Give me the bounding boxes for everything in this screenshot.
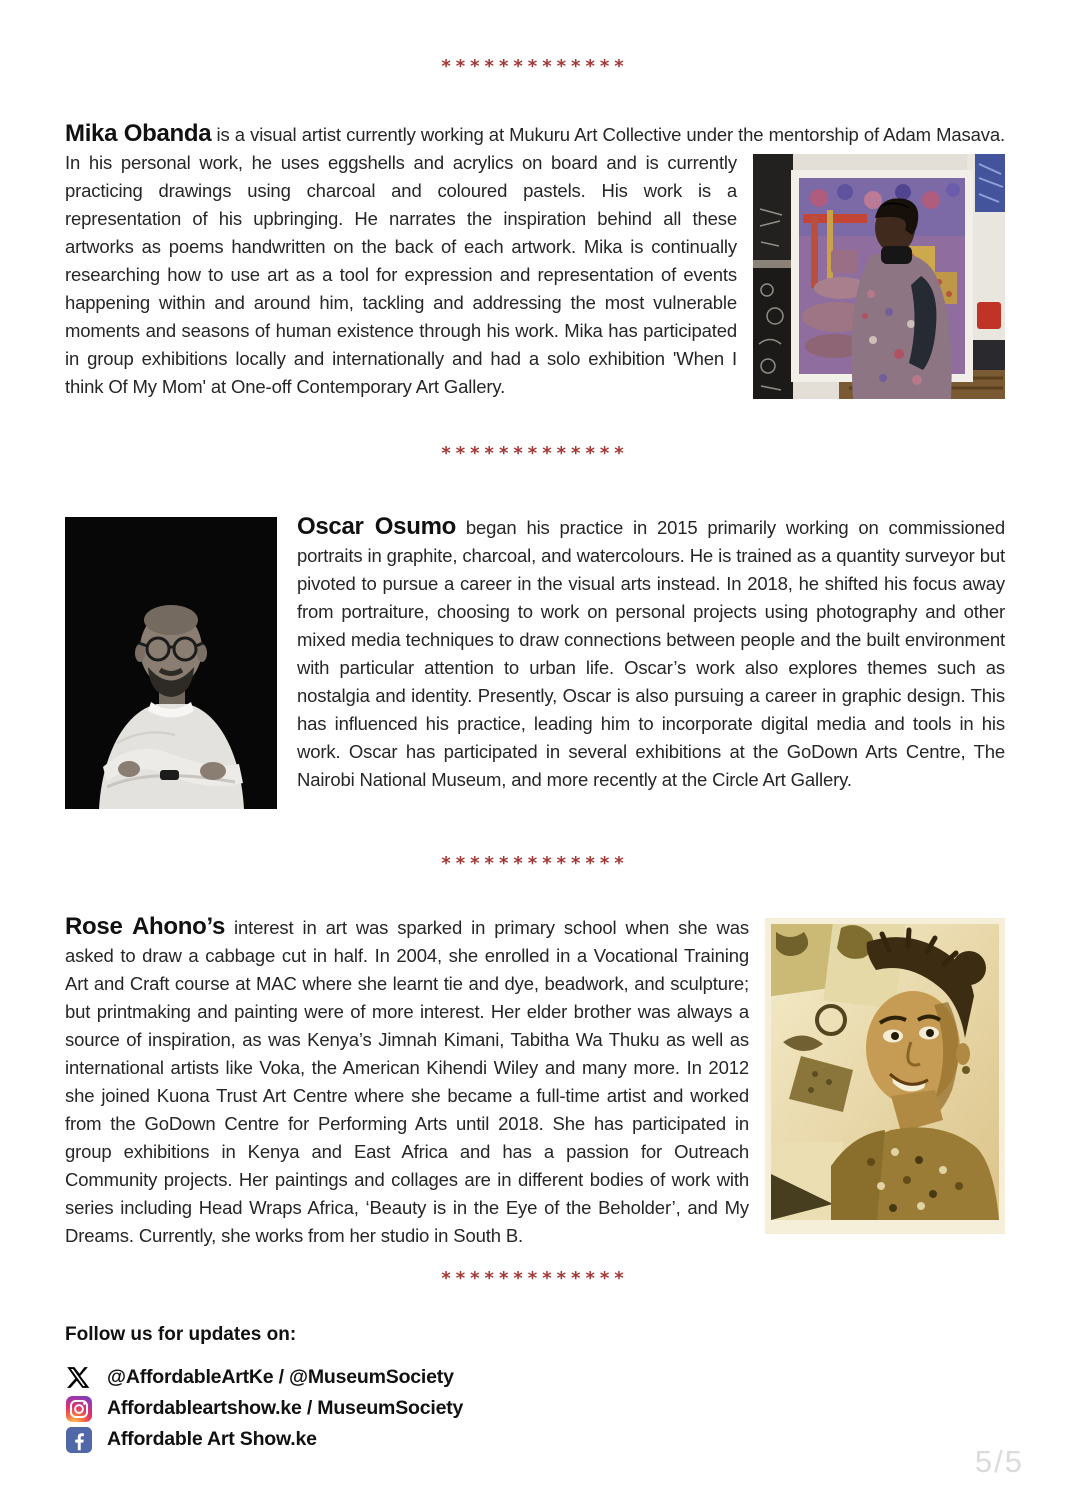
mika-bio-intro: is a visual artist currently working at Mukuru Art Collective under the mentorship of Adam <box>216 124 931 145</box>
x-twitter-icon <box>65 1364 92 1391</box>
bio-section-mika <box>65 120 1005 417</box>
footer <box>65 1324 1005 1453</box>
oscar-bio-text: began his practice in 2015 primarily working on commissioned portraits in graphite, charcoal, and watercolours. He is trained as a quantity surveyor but pivoted to pursue a career in the visual arts instead. In 2018, he shifted his focus away from portraiture, choosing to work on personal projects using photography and other mixed media techniques to draw connections between people and the built environment with particular attention to urban life. Oscar’s work also explores themes such as nostalgia and identity. Presently, Oscar is also pursuing a career in graphic design. This has influenced his practice, leading him to incorporate digital media and tools in his work. Oscar has participated in several exhibitions at the GoDown Arts Centre, The Nairobi National Museum, and more recently at the Circle Art Gallery. <box>297 517 1005 790</box>
instagram-icon <box>65 1395 92 1422</box>
oscar-bio-paragraph <box>65 513 1005 825</box>
oscar-photo <box>65 517 277 817</box>
rose-bio-paragraph <box>65 913 1005 1250</box>
mika-bio-paragraph <box>65 120 1005 417</box>
rose-name: Rose Ahono’s <box>65 913 226 940</box>
social-row-x[interactable] <box>65 1364 1005 1391</box>
facebook-icon <box>65 1426 92 1453</box>
asterisk-separator: ************* <box>441 1268 629 1289</box>
social-row-instagram[interactable] <box>65 1395 1005 1422</box>
mika-bio-rest: Masava. In his personal work, he uses eggshells and acrylics on board and is currently practicing drawings using charcoal and coloured pastels. His work is a representation of his upbringing. He narrates the inspiration behind all these artworks as poems handwritten on the back of each artwork. Mika is continually researching how to use art as a tool for expression and representation of events happening within and around him, tackling and addressing the most vulnerable moments and seasons of human existence through his work. Mika has participated in group exhibitions locally and internationally and had a solo exhibition 'When I think Of My Mom' at One-off Contemporary Art Gallery. <box>65 124 1005 397</box>
rose-bio-text: interest in art was sparked in primary school when she was asked to draw a cabbage cut in half. In 2004, she enrolled in a Vocational Training Art and Craft course at MAC where she learnt tie and dye, beadwork, and sculpture; but printmaking and painting were of more interest. Her elder brother was always a source of inspiration, as was Kenya’s Jimnah Kimani, Tabitha Wa Thuku as well as international artists like Voka, the American Kihendi Wiley and many more. In 2012 she joined Kuona Trust Art Centre where she became a full-time artist and worked from the GoDown Centre for Performing Arts until 2018. She has participated in group exhibitions in Kenya and East Africa and has a passion for Outreach Community projects. Her paintings and collages are in different bodies of work with series including Head Wraps Africa, ‘Beauty is in the Eye of the Beholder’, and My Dreams. Currently, she works from her studio in South B. <box>65 917 749 1246</box>
page-number: 5/5 <box>974 1444 1024 1479</box>
rose-photo <box>765 918 1005 1234</box>
instagram-handles-label: Affordableartshow.ke / MuseumSociety <box>107 1397 464 1419</box>
oscar-name: Oscar Osumo <box>297 513 456 540</box>
bio-section-oscar <box>65 513 1005 825</box>
mika-photo <box>753 154 1005 407</box>
bio-section-rose <box>65 913 1005 1250</box>
asterisk-separator: ************* <box>441 443 629 464</box>
asterisk-separator: ************* <box>441 853 629 874</box>
mika-name: Mika Obanda <box>65 120 212 147</box>
x-handles-label: @AffordableArtKe / @MuseumSociety <box>107 1366 454 1388</box>
facebook-page-label: Affordable Art Show.ke <box>107 1428 317 1450</box>
asterisk-separator: ************* <box>441 56 629 77</box>
follow-heading: Follow us for updates on: <box>65 1324 297 1345</box>
social-row-facebook[interactable] <box>65 1426 1005 1453</box>
